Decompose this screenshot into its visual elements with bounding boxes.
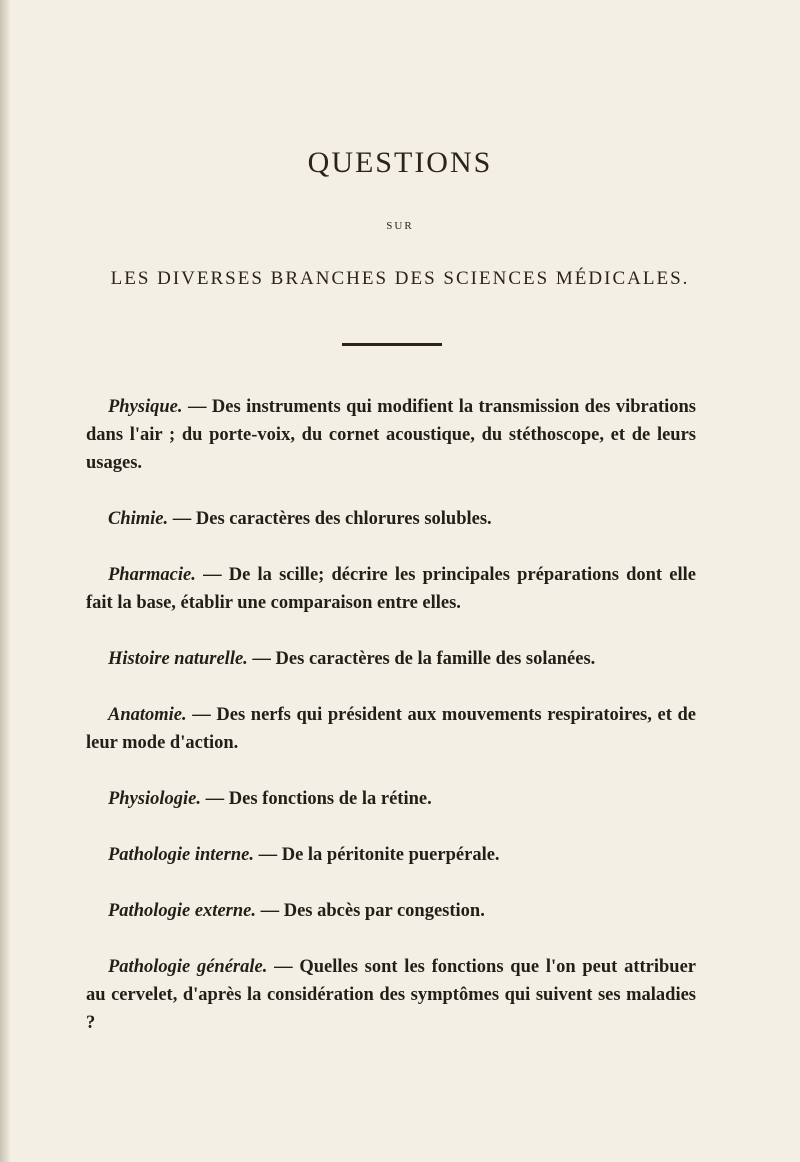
question-text: — De la scille; décrire les principales préparations dont elle fait la base, établir une comparaison entre elles. [86, 565, 696, 613]
title-connector: SUR [386, 220, 414, 232]
question-text: — Des nerfs qui président aux mouvements respiratoires, et de leur mode d'action. [86, 705, 696, 753]
question-subject: Anatomie. [108, 705, 187, 725]
question-text: — Des caractères des chlorures solubles. [168, 509, 492, 529]
question-entry-pathologie-externe [86, 897, 696, 925]
question-entry-pharmacie [86, 561, 696, 617]
question-text: — Des caractères de la famille des solanées. [247, 649, 596, 669]
question-text: — Des instruments qui modifient la transmission des vibrations dans l'air ; du porte-voix, du cornet acoustique, du stéthoscope, et de leurs usages. [86, 397, 696, 473]
question-text: — De la péritonite puerpérale. [253, 845, 500, 865]
question-text: — Quelles sont les fonctions que l'on peut attribuer au cervelet, d'après la considération des symptômes qui suivent ses maladies ? [86, 957, 696, 1033]
question-subject: Physiologie. [108, 789, 202, 809]
question-list [86, 393, 696, 1065]
question-entry-pathologie-interne [86, 841, 696, 869]
question-subject: Pathologie interne. [108, 845, 254, 865]
question-subject: Physique. [108, 397, 183, 417]
question-entry-pathologie-generale [86, 953, 696, 1037]
question-subject: Pharmacie. [108, 565, 196, 585]
question-entry-anatomie [86, 701, 696, 757]
question-entry-physiologie [86, 785, 696, 813]
page-subtitle: LES DIVERSES BRANCHES DES SCIENCES MÉDICALES. [110, 268, 690, 289]
question-entry-chimie [86, 505, 696, 533]
question-subject: Pathologie générale. [108, 957, 268, 977]
page-title: QUESTIONS [307, 146, 493, 179]
question-subject: Pathologie externe. [108, 901, 256, 921]
question-text: — Des abcès par congestion. [255, 901, 485, 921]
question-subject: Chimie. [108, 509, 169, 529]
question-text: — Des fonctions de la rétine. [201, 789, 432, 809]
question-entry-physique [86, 393, 696, 477]
question-subject: Histoire naturelle. [108, 649, 248, 669]
section-divider [342, 343, 442, 346]
question-entry-histoire-naturelle [86, 645, 696, 673]
